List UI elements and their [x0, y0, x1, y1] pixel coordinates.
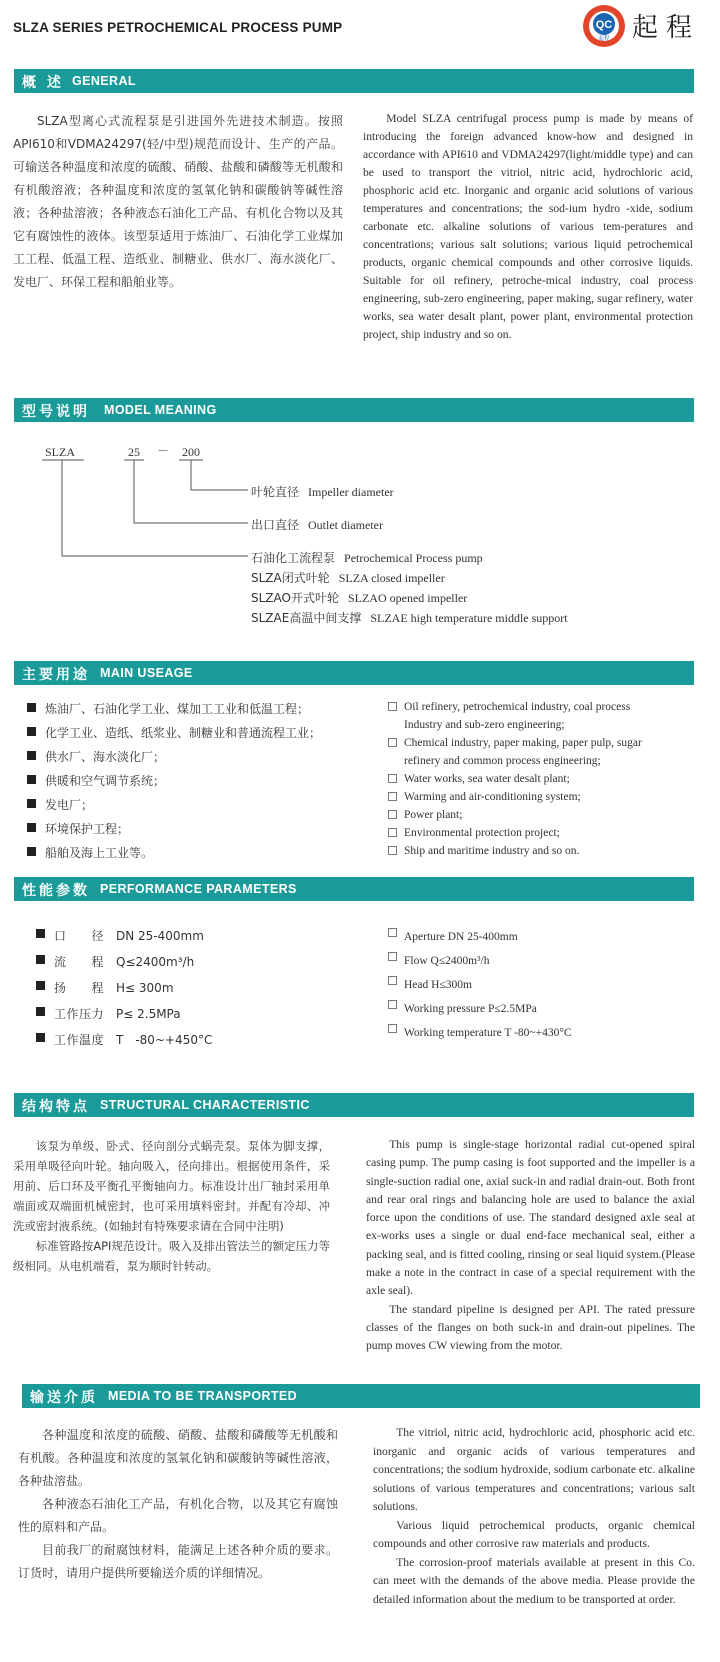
media-text-zh: 各种温度和浓度的硫酸、硝酸、盐酸和磷酸等无机酸和有机酸。各种温度和浓度的氢氧化钠和碳酸钠等碱性溶液，各种盐溶盐。 各种液态石油化工产品，有机化合物，以及其它有腐蚀性的原料和产品。 目前我厂的耐腐蚀材料，能满足上述各种介质的要求。订货时，请用户提供所要输送介质的详细情况。: [18, 1428, 338, 1580]
section-bar-structure: [14, 1093, 694, 1117]
brand-name: 起程: [632, 13, 701, 43]
model-impeller-label: 叶轮直径 Impeller diameter: [251, 485, 394, 499]
media-text-en: The vitriol, nitric acid, hydrochloric acid, phosphoric acid etc. inorganic and organic acids of various temperatures and concentrations; the sodium hydroxide, sodium carbonate etc. alkaline solutions of various temperatures and concentrations; various salt solutions. Various liquid petrochemical products, organic chemical compounds and other corrosive raw materials and products. The corrosion-proof materials available at present in this Co. can meet with the demands of the above media. Please provide the detailed information about the medium to be transported at order.: [373, 1426, 695, 1606]
section-title-zh: 主要用途: [22, 667, 90, 683]
list-item: Power plant;: [388, 806, 642, 824]
list-item: 化学工业、造纸、纸浆业、制糖业和普通流程工业；: [27, 722, 321, 746]
list-item: Oil refinery, petrochemical industry, coal process Industry and sub-zero engineering;: [388, 698, 642, 734]
list-item: Aperture DN 25-400mm: [388, 925, 572, 949]
section-title-en: GENERAL: [72, 74, 136, 88]
list-item: Water works, sea water desalt plant;: [388, 770, 642, 788]
structure-text-en: This pump is single-stage horizontal radial cut-opened spiral casing pump. The pump casing is foot supported and the impeller is a single-suction radial one, axial suck-in and radial drain-out. Both front and rear oral rings and balancing hole are used to balance the axial force upon the conditions of use. The standard designed axle seal at ex-works uses a single or dual end-face mechanical seal, either a packing seal, and is fitted cooling, rinsing or seal liquid system.(Please make a note in the contract in case of a special requirement with the axle seal). The standard pipeline is designed per API. The rated pressure classes of the flanges on both suck-in and drain-out pipelines. The pump moves CW viewing from the motor.: [366, 1138, 695, 1353]
model-code: SLZA: [45, 445, 75, 459]
list-item: 流 程 Q≤2400m³/h: [36, 951, 212, 977]
performance-list-zh: [36, 925, 212, 1055]
list-item: Head H≤300m: [388, 973, 572, 997]
general-text-en: Model SLZA centrifugal process pump is made by means of introducing the foreign advanced know-how and designed in accordance with API610 and VDMA24297(light/middle type) and can be used to transport the vitriol, nitric acid, hydrochloric acid, phosphoric acid etc. Inorganic and organic acid solutions of various temperatures and concentrations; the sod-ium hydro -xide, sodium carbonate etc. alkaline solutions of various tem-peratures and concentrations; various salt solutions; various liquid petrochemical products, organic chemical compounds and other corrosive liquids. Suitable for oil refinery, petroche-mical industry, coal process engineering, sub-zero engineering, paper making, sugar refinery, water works, sea water desalt plant, power plant, environmental protection project, ship industry and so on.: [363, 112, 693, 341]
usage-list-en: [388, 698, 642, 860]
list-item: 工作压力 P≤ 2.5MPa: [36, 1003, 212, 1029]
logo-sub: 起程: [598, 36, 610, 42]
section-title-zh: 输送介质: [30, 1390, 98, 1406]
section-title-en: MODEL MEANING: [104, 403, 217, 417]
section-title-zh: 概 述: [22, 75, 64, 91]
model-high-temp-label: SLZAE高温中间支撑 SLZAE high temperature middle support: [251, 611, 568, 625]
section-bar-media: [22, 1384, 700, 1408]
section-title-zh: 型号说明: [22, 404, 90, 420]
list-item: Working temperature T -80~+430°C: [388, 1021, 572, 1045]
section-title-en: PERFORMANCE PARAMETERS: [100, 882, 297, 896]
model-closed-label: SLZA闭式叶轮 SLZA closed impeller: [251, 571, 445, 585]
section-title-en: STRUCTURAL CHARACTERISTIC: [100, 1098, 310, 1112]
model-outlet-code: 25: [128, 445, 140, 459]
page-title: SLZA SERIES PETROCHEMICAL PROCESS PUMP: [13, 20, 343, 35]
usage-list-zh: [27, 698, 321, 866]
list-item: 扬 程 H≤ 300m: [36, 977, 212, 1003]
section-bar-performance: [14, 877, 694, 901]
model-dash: －: [157, 444, 170, 458]
list-item: 口 径 DN 25-400mm: [36, 925, 212, 951]
section-title-zh: 性能参数: [22, 883, 90, 899]
list-item: Working pressure P≤2.5MPa: [388, 997, 572, 1021]
list-item: Environmental protection project;: [388, 824, 642, 842]
list-item: 炼油厂、石油化学工业、煤加工工业和低温工程；: [27, 698, 321, 722]
model-outlet-label: 出口直径 Outlet diameter: [251, 518, 383, 532]
model-open-label: SLZAO开式叶轮 SLZAO opened impeller: [251, 591, 468, 605]
model-pump-label: 石油化工流程泵 Petrochemical Process pump: [251, 551, 483, 565]
logo-mark: QC: [595, 19, 613, 31]
section-title-en: MAIN USEAGE: [100, 666, 193, 680]
list-item: 环境保护工程；: [27, 818, 321, 842]
list-item: 船舶及海上工业等。: [27, 842, 321, 866]
section-bar-usage: [14, 661, 694, 685]
list-item: 供暖和空气调节系统；: [27, 770, 321, 794]
list-item: Chemical industry, paper making, paper pulp, sugar refinery and common process engineering;: [388, 734, 642, 770]
performance-list-en: [388, 925, 572, 1045]
list-item: 供水厂、海水淡化厂；: [27, 746, 321, 770]
list-item: Warming and air-conditioning system;: [388, 788, 642, 806]
list-item: 工作温度 T -80~+450°C: [36, 1029, 212, 1055]
list-item: Flow Q≤2400m³/h: [388, 949, 572, 973]
list-item: Ship and maritime industry and so on.: [388, 842, 642, 860]
list-item: 发电厂；: [27, 794, 321, 818]
general-text-zh: SLZA型离心式流程泵是引进国外先进技术制造。按照API610和VDMA24297(轻/中型)规范而设计、生产的产品。可输送各种温度和浓度的硫酸、硝酸、盐酸和磷酸等无机酸和有机酸溶液；各种温度和浓度的氢氧化钠和碳酸钠等碱性溶液；各种盐溶液；各种液态石油化工产品、有机化合物以及其它有腐蚀性的液体。该型泵适用于炼油厂、石油化学工业煤加工工程、低温工程、造纸业、制糖业、供水厂、海水淡化厂、发电厂、环保工程和船舶业等。: [13, 114, 343, 289]
structure-text-zh: 该泵为单级、卧式、径向剖分式蜗壳泵。泵体为脚支撑，采用单吸径向叶轮。轴向吸入，径向排出。根据使用条件，采用前、后口环及平衡孔平衡轴向力。标准设计出厂轴封采用单端面或双端面机械密封，也可采用填料密封。并配有冷却、冲洗或密封液系统。(如轴封有特殊要求请在合同中注明) 标准管路按API规范设计。吸入及排出管法兰的额定压力等级相同。从电机端看，泵为顺时针转动。: [13, 1139, 330, 1273]
model-impeller-code: 200: [182, 445, 200, 459]
section-title-en: MEDIA TO BE TRANSPORTED: [108, 1389, 298, 1403]
section-title-zh: 结构特点: [22, 1099, 90, 1115]
